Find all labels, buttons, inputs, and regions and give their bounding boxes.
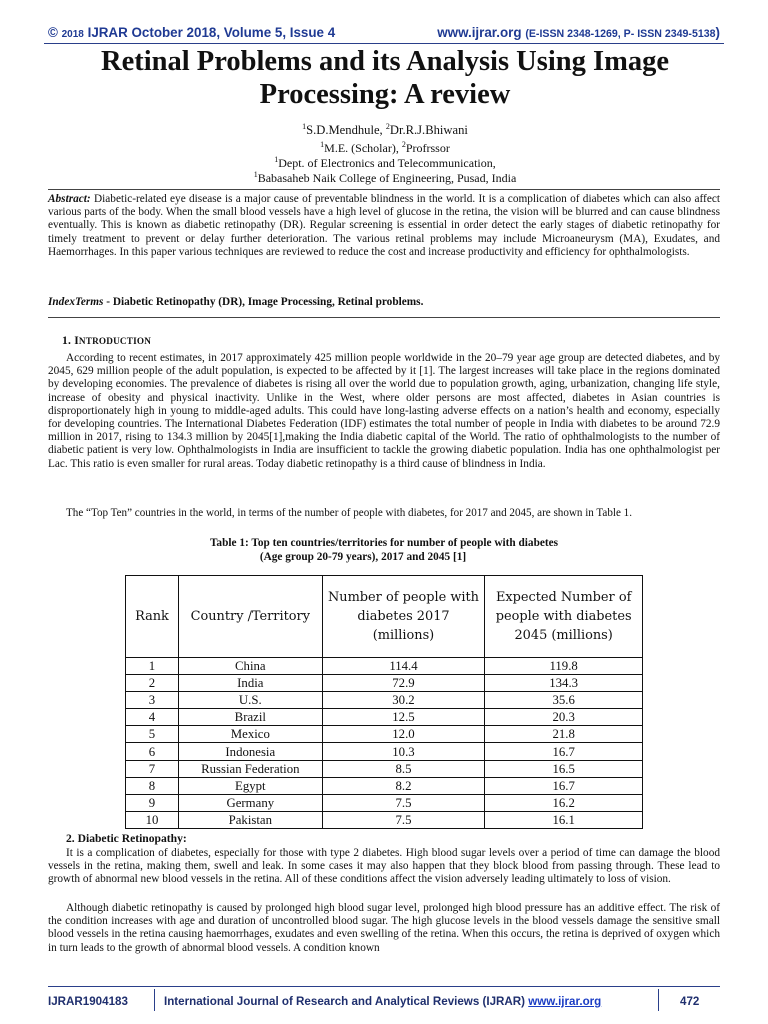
table-row [126, 726, 643, 743]
cell-rank: 9 [126, 794, 179, 811]
header-2045: Expected Number of people with diabetes 2045 (millions) [485, 576, 643, 658]
cell-2017: 12.0 [322, 726, 485, 743]
intro-paragraph: According to recent estimates, in 2017 approximately 425 million people worldwide in the 20–79 year age group are detected diabetes, and by 2045, 629 million people of the adult population, is expected to be affected by it [1]. The largest increases will take place in the regions dominated by developing economies. The prevalence of diabetes is rising all over the world due to population growth, aging, urbanization, changing life style, increase of obesity and physical inactivity. Unlike in the West, where older persons are most affected, diabetes in Asian countries is disproportionately high in young to middle-aged adults. This could have long-lasting adverse effects on a nation’s health and economy, especially for developing countries. The International Diabetes Federation (IDF) estimates the total number of people in India with diabetes to be around 72.9 million in 2017, rising to 134.3 million by 2045[1],making the India diabetic capital of the World. The ratio of ophthalmologists to the number of diabetic patient is very low. Ophthalmologists in India are insufficient to tackle the growing diabetic population. India has one ophthalmologist per Lac. This ratio is even smaller for rural areas. Today diabetic retinopathy is a third cause of blindness in India. [48, 352, 720, 470]
header-country: Country /Territory [178, 576, 322, 658]
table-row [126, 692, 643, 709]
header-journal-issue: © 2018 IJRAR October 2018, Volume 5, Issue 4 [48, 25, 336, 40]
cell-2045: 16.7 [485, 743, 643, 760]
header-website-link[interactable]: www.ijrar.org [437, 25, 522, 40]
cell-country: U.S. [178, 692, 322, 709]
cell-2045: 35.6 [485, 692, 643, 709]
abstract [48, 193, 720, 259]
header-rank: Rank [126, 576, 179, 658]
cell-2017: 114.4 [322, 658, 485, 675]
cell-rank: 3 [126, 692, 179, 709]
table-row [126, 743, 643, 760]
dr-paragraph-1: It is a complication of diabetes, especially for those with type 2 diabetes. High blood sugar levels over a period of time can damage the blood vessels in the retina, making them, swell and leak. In some cases it may also happen that they block blood from passing through. These lead to growth of abnormal new blood vessels in the retina. All of these conditions affect the vision adversely leading ultimately to loss of vision. [48, 847, 720, 886]
cell-country: Germany [178, 794, 322, 811]
index-terms [48, 296, 720, 309]
abstract-text: Diabetic-related eye disease is a major cause of preventable blindness in the world. It is a complication of diabetes which can also affect various parts of the body. When the small blood vessels have a high level of glucose in the retina, the vision will be blurred and can cause blindness eventually. This is known as diabetic retinopathy (DR). Regular screening is essential in order detect the early stages of diabetic retinopathy for timely treatment to prevent or delay further deterioration. The various retinal problems may include Microaneurysm (MA), Exudates, and Haemorrhages. In this paper various techniques are reviewed to reduce the cost and increase productivity and efficiency for ophthalmologists. [48, 193, 720, 258]
cell-2017: 12.5 [322, 709, 485, 726]
cell-rank: 8 [126, 777, 179, 794]
cell-country: Egypt [178, 777, 322, 794]
paper-title: Retinal Problems and its Analysis Using Image Processing: A review [101, 46, 669, 110]
author-1: S.D.Mendhule, [306, 123, 386, 137]
header-divider [44, 43, 724, 44]
abstract-top-rule [48, 189, 720, 190]
page-footer [48, 986, 720, 1015]
cell-rank: 7 [126, 760, 179, 777]
cell-country: Russian Federation [178, 760, 322, 777]
table-caption: Table 1: Top ten countries/territories for number of people with diabetes (Age group 20-79 years), 2017 and 2045 [1] [209, 537, 559, 563]
table-row [126, 794, 643, 811]
table-row [126, 675, 643, 692]
cell-2017: 7.5 [322, 811, 485, 828]
table-row [126, 709, 643, 726]
cell-country: Mexico [178, 726, 322, 743]
cell-rank: 10 [126, 811, 179, 828]
header-website-issn: www.ijrar.org (E-ISSN 2348-1269, P- ISSN 2349-5138) [437, 25, 720, 40]
abstract-label: Abstract: [48, 193, 91, 205]
table-header-row [126, 576, 643, 658]
cell-2017: 72.9 [322, 675, 485, 692]
table-row [126, 658, 643, 675]
cell-2045: 16.7 [485, 777, 643, 794]
cell-2045: 21.8 [485, 726, 643, 743]
cell-2045: 134.3 [485, 675, 643, 692]
cell-rank: 6 [126, 743, 179, 760]
table-row [126, 811, 643, 828]
affiliation-roles: $^1$M.E. (Scholar), $^2$Profrssor [320, 140, 450, 155]
footer-divider-left [154, 989, 155, 1011]
cell-2017: 30.2 [322, 692, 485, 709]
cell-rank: 5 [126, 726, 179, 743]
header-2017: Number of people with diabetes 2017 (millions) [322, 576, 485, 658]
cell-rank: 2 [126, 675, 179, 692]
table-row [126, 760, 643, 777]
diabetes-table [125, 575, 643, 829]
dr-paragraph-2: Although diabetic retinopathy is caused by prolonged high blood sugar level, prolonged high blood pressure has an additive effect. The risk of the condition increases with age and duration of uncontrolled blood sugar. The high glucose levels in the blood vessels damage the sensitive small blood vessels in the retina causing haemorrhages, exudates and even swelling of the retina. When this occurs, the retina is deprived of oxygen which in turn leads to the growth of abnormal blood vessels. A condition known [48, 902, 720, 954]
footer-divider-right [658, 989, 659, 1011]
cell-country: Pakistan [178, 811, 322, 828]
cell-country: India [178, 675, 322, 692]
affiliation-dept: $^1$Dept. of Electronics and Telecommunication, [274, 155, 496, 170]
author-list: $^1$S.D.Mendhule, $^2$Dr.R.J.Bhiwani [302, 121, 468, 137]
index-terms-label: IndexTerms [48, 296, 104, 308]
index-bottom-rule [48, 317, 720, 318]
cell-2045: 16.1 [485, 811, 643, 828]
cell-2017: 10.3 [322, 743, 485, 760]
cell-rank: 1 [126, 658, 179, 675]
section-heading-introduction: 1. INTRODUCTION [62, 334, 152, 347]
footer-website-link[interactable]: www.ijrar.org [528, 995, 602, 1008]
cell-rank: 4 [126, 709, 179, 726]
cell-2017: 8.5 [322, 760, 485, 777]
cell-2017: 8.2 [322, 777, 485, 794]
cell-2045: 16.2 [485, 794, 643, 811]
cell-country: Indonesia [178, 743, 322, 760]
page-number: 472 [680, 995, 700, 1008]
cell-2045: 20.3 [485, 709, 643, 726]
cell-2045: 119.8 [485, 658, 643, 675]
table-row [126, 777, 643, 794]
intro-paragraph-table-ref: The “Top Ten” countries in the world, in terms of the number of people with diabetes, for 2017 and 2045, are shown in Table 1. [66, 507, 632, 519]
cell-2045: 16.5 [485, 760, 643, 777]
cell-country: China [178, 658, 322, 675]
author-2: Dr.R.J.Bhiwani [389, 123, 468, 137]
header-issn: E-ISSN 2348-1269, P- ISSN 2349-5138 [528, 28, 716, 40]
running-header [48, 22, 720, 42]
index-terms-text: - Diabetic Retinopathy (DR), Image Processing, Retinal problems. [103, 296, 424, 308]
cell-2017: 7.5 [322, 794, 485, 811]
cell-country: Brazil [178, 709, 322, 726]
footer-journal: International Journal of Research and Analytical Reviews (IJRAR) www.ijrar.org [164, 995, 602, 1008]
affiliation-college: $^1$Babasaheb Naik College of Engineering, Pusad, India [253, 170, 517, 185]
section-heading-diabetic-retinopathy: 2. Diabetic Retinopathy: [66, 832, 187, 845]
footer-paper-id: IJRAR1904183 [48, 995, 128, 1008]
